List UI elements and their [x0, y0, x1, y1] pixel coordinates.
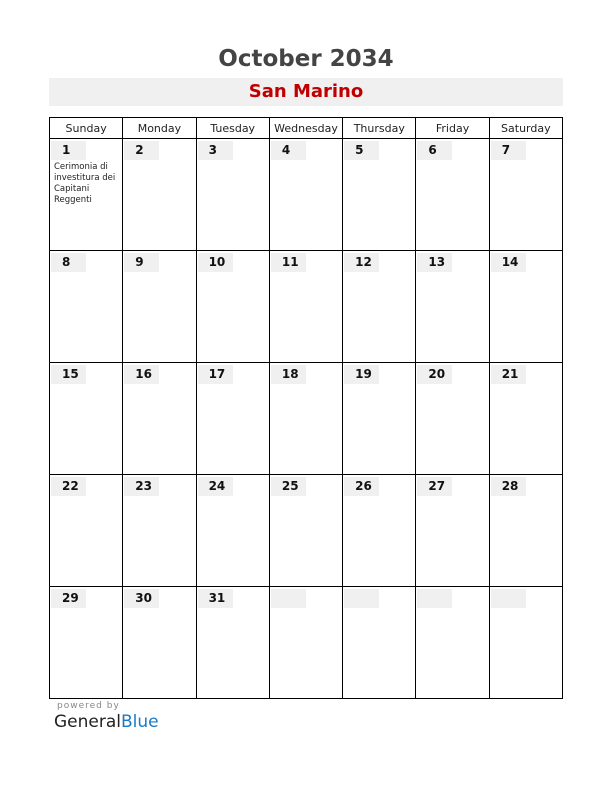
day-cell[interactable]	[416, 251, 489, 363]
day-cell[interactable]	[416, 363, 489, 475]
date-number: 27	[417, 477, 452, 496]
date-number: 16	[124, 365, 159, 384]
date-number: 13	[417, 253, 452, 272]
day-cell[interactable]	[269, 363, 342, 475]
day-cell[interactable]	[269, 139, 342, 251]
day-cell[interactable]	[343, 475, 416, 587]
week-row	[50, 475, 563, 587]
weekday-header: Tuesday	[196, 118, 269, 139]
date-number: 23	[124, 477, 159, 496]
date-number: 29	[51, 589, 86, 608]
date-number	[271, 589, 306, 608]
day-cell[interactable]	[489, 139, 562, 251]
date-number: 30	[124, 589, 159, 608]
date-number: 26	[344, 477, 379, 496]
date-number: 2	[124, 141, 159, 160]
date-number: 24	[198, 477, 233, 496]
day-cell[interactable]	[196, 251, 269, 363]
day-cell[interactable]	[196, 139, 269, 251]
day-cell[interactable]	[416, 139, 489, 251]
day-cell[interactable]	[269, 475, 342, 587]
week-row	[50, 251, 563, 363]
day-cell[interactable]	[50, 363, 123, 475]
generalblue-logo[interactable]	[54, 712, 159, 732]
date-number	[417, 589, 452, 608]
calendar-grid	[49, 117, 563, 699]
holiday-event: Cerimonia di investitura dei Capitani Reggenti	[54, 162, 116, 205]
week-row	[50, 363, 563, 475]
week-row	[50, 587, 563, 699]
date-number: 28	[491, 477, 526, 496]
date-number: 4	[271, 141, 306, 160]
date-number: 20	[417, 365, 452, 384]
date-number: 17	[198, 365, 233, 384]
week-row	[50, 139, 563, 251]
date-number: 9	[124, 253, 159, 272]
date-number: 10	[198, 253, 233, 272]
day-cell[interactable]	[343, 251, 416, 363]
date-number	[344, 589, 379, 608]
date-number: 25	[271, 477, 306, 496]
weekday-header: Sunday	[50, 118, 123, 139]
date-number: 19	[344, 365, 379, 384]
date-number: 6	[417, 141, 452, 160]
weekday-header: Wednesday	[269, 118, 342, 139]
day-cell[interactable]	[269, 251, 342, 363]
day-cell[interactable]	[50, 139, 123, 251]
day-cell[interactable]	[123, 587, 196, 699]
day-cell[interactable]	[416, 587, 489, 699]
date-number: 3	[198, 141, 233, 160]
date-number: 12	[344, 253, 379, 272]
date-number: 15	[51, 365, 86, 384]
date-number: 22	[51, 477, 86, 496]
day-cell[interactable]	[196, 363, 269, 475]
day-cell[interactable]	[343, 363, 416, 475]
day-cell[interactable]	[489, 587, 562, 699]
date-number: 1	[51, 141, 86, 160]
weekday-header: Thursday	[343, 118, 416, 139]
date-number: 18	[271, 365, 306, 384]
day-cell[interactable]	[123, 139, 196, 251]
weekday-header: Friday	[416, 118, 489, 139]
day-cell[interactable]	[343, 587, 416, 699]
logo-general: General	[54, 712, 121, 732]
date-number: 31	[198, 589, 233, 608]
day-cell[interactable]	[269, 587, 342, 699]
day-cell[interactable]	[416, 475, 489, 587]
day-cell[interactable]	[489, 251, 562, 363]
logo-blue: Blue	[121, 712, 159, 732]
day-cell[interactable]	[123, 475, 196, 587]
day-cell[interactable]	[123, 251, 196, 363]
day-cell[interactable]	[123, 363, 196, 475]
date-number: 21	[491, 365, 526, 384]
weekday-header: Saturday	[489, 118, 562, 139]
day-cell[interactable]	[196, 587, 269, 699]
day-cell[interactable]	[50, 251, 123, 363]
date-number: 5	[344, 141, 379, 160]
day-cell[interactable]	[50, 475, 123, 587]
date-number: 8	[51, 253, 86, 272]
date-number: 7	[491, 141, 526, 160]
day-cell[interactable]	[196, 475, 269, 587]
powered-by-label: powered by	[57, 701, 120, 711]
day-cell[interactable]	[489, 363, 562, 475]
day-cell[interactable]	[489, 475, 562, 587]
date-number: 14	[491, 253, 526, 272]
date-number: 11	[271, 253, 306, 272]
date-number	[491, 589, 526, 608]
country-banner: San Marino	[49, 78, 563, 106]
day-cell[interactable]	[343, 139, 416, 251]
weekday-header: Monday	[123, 118, 196, 139]
page-title: October 2034	[218, 46, 394, 72]
day-cell[interactable]	[50, 587, 123, 699]
